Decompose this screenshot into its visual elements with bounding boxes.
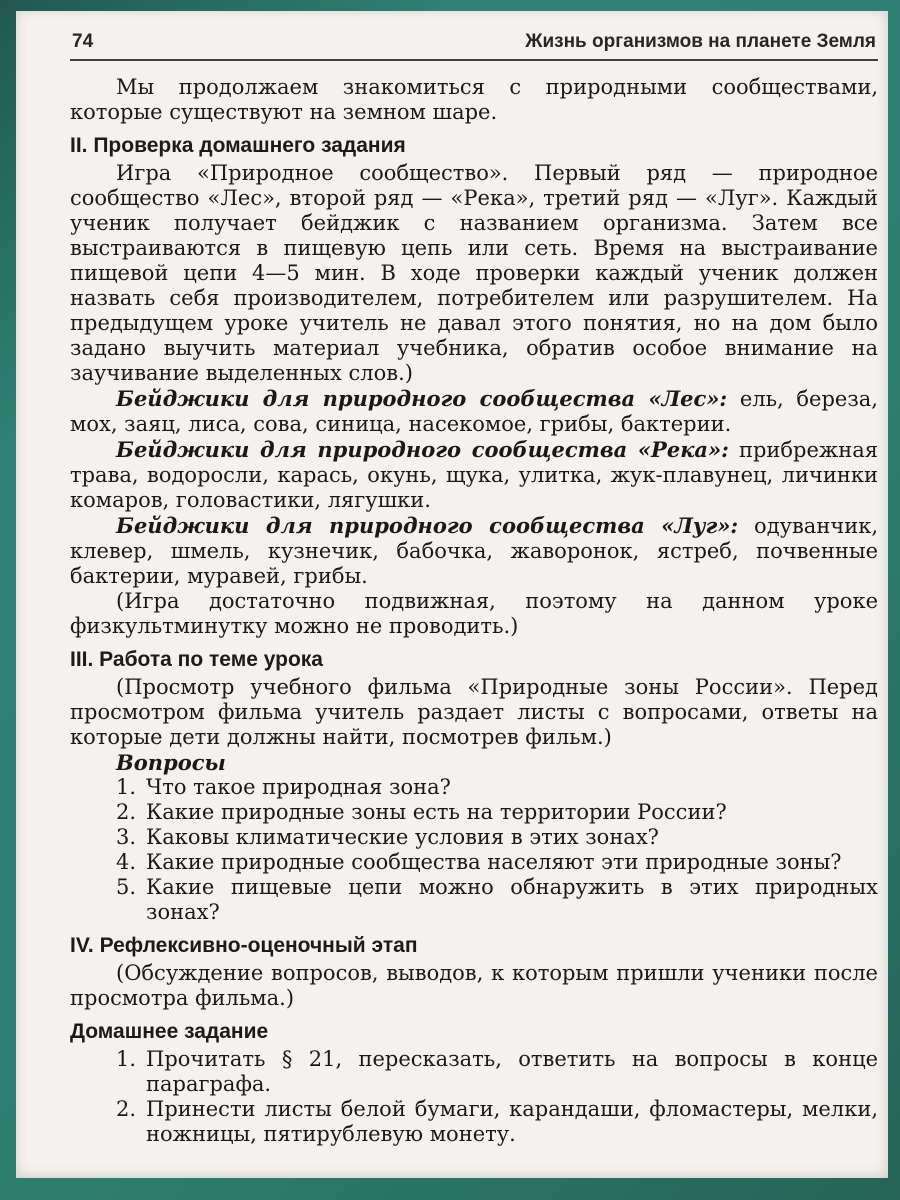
running-title: Жизнь организмов на планете Земля	[525, 31, 876, 52]
question-text: Что такое природная зона?	[146, 775, 451, 799]
badges-river-label: Бейджики для природного сообщества «Река»:	[116, 437, 729, 462]
questions-label: Вопросы	[116, 750, 226, 775]
question-item	[70, 850, 878, 875]
question-text: Каковы климатические условия в этих зонах?	[146, 825, 659, 849]
badges-forest-items: ель, береза, мох, заяц, лиса, сова, синица, насекомое, грибы, бактерии.	[70, 387, 878, 436]
question-number: 2.	[116, 800, 137, 824]
reflection-text: (Обсуждение вопросов, выводов, к которым пришли ученики после просмотра фильма.)	[70, 961, 878, 1010]
game-description: Игра «Природное сообщество». Первый ряд — природное сообщество «Лес», второй ряд — «Река», третий ряд — «Луг». Каждый ученик получает бейджик с названием организма. Затем все выстраиваются в пищевую цепь или сеть. Время на выстраивание пищевой цепи 4—5 мин. В ходе проверки каждый ученик должен назвать себя производителем, потребителем или разрушителем. На предыдущем уроке учитель не давал этого понятия, но на дом было задано выучить материал учебника, обратив особое внимание на заучивание выделенных слов.)	[70, 161, 878, 385]
question-text: Какие природные зоны есть на территории России?	[146, 800, 727, 824]
page	[16, 11, 888, 1178]
badges-river-items: прибрежная трава, водоросли, карась, окунь, щука, улитка, жук-плавунец, личинки комаров, головастики, лягушки.	[70, 438, 878, 512]
section-heading-topic-work: III. Работа по теме урока	[70, 648, 323, 671]
question-item	[70, 800, 878, 825]
question-text: Какие пищевые цепи можно обнаружить в этих природных зонах?	[146, 875, 878, 924]
page-number: 74	[72, 31, 94, 52]
homework-text: Принести листы белой бумаги, карандаши, фломастеры, мелки, ножницы, пятирублевую монету.	[146, 1097, 878, 1146]
badges-river	[70, 437, 878, 513]
homework-number: 2.	[116, 1097, 137, 1121]
question-number: 1.	[116, 775, 137, 799]
section-heading-reflection: IV. Рефлексивно-оценочный этап	[70, 934, 418, 957]
question-text: Какие природные сообщества населяют эти природные зоны?	[146, 850, 842, 874]
page-header	[70, 31, 878, 59]
question-item	[70, 825, 878, 850]
game-note: (Игра достаточно подвижная, поэтому на данном уроке физкультминутку можно не проводить.)	[70, 589, 878, 638]
section-heading-homework-check: II. Проверка домашнего задания	[70, 134, 406, 157]
question-number: 5.	[116, 875, 137, 899]
homework-heading: Домашнее задание	[70, 1020, 269, 1043]
badges-forest	[70, 386, 878, 437]
badges-meadow	[70, 513, 878, 589]
film-description: (Просмотр учебного фильма «Природные зоны России». Перед просмотром фильма учитель раздает листы с вопросами, ответы на которые дети должны найти, посмотрев фильм.)	[70, 675, 878, 749]
question-item	[70, 875, 878, 925]
question-item	[70, 775, 878, 800]
homework-item	[70, 1047, 878, 1097]
homework-item	[70, 1097, 878, 1147]
question-number: 4.	[116, 850, 137, 874]
badges-meadow-label: Бейджики для природного сообщества «Луг»:	[116, 513, 739, 538]
question-number: 3.	[116, 825, 137, 849]
header-rule	[70, 59, 878, 61]
badges-forest-label: Бейджики для природного сообщества «Лес»:	[116, 386, 728, 411]
homework-text: Прочитать § 21, пересказать, ответить на вопросы в конце параграфа.	[146, 1047, 878, 1096]
badges-meadow-items: одуванчик, клевер, шмель, кузнечик, бабочка, жаворонок, ястреб, почвенные бактерии, муравей, грибы.	[70, 514, 879, 588]
homework-number: 1.	[116, 1047, 137, 1071]
intro-paragraph: Мы продолжаем знакомиться с природными сообществами, которые существуют на земном шаре.	[70, 75, 878, 124]
